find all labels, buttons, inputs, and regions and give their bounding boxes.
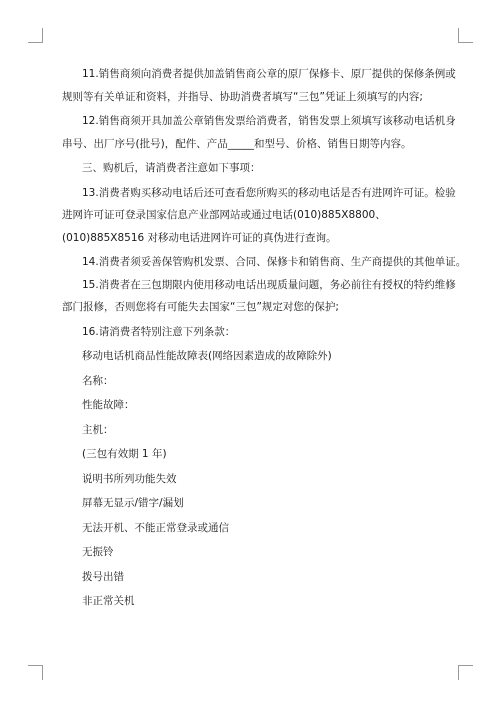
label-main-unit: 主机： (82, 423, 114, 436)
document-body (62, 63, 467, 613)
item-15-line-1: 15.消费者在三包期限内使用移动电话出现质量问题，务必前往有授权的特约维修 (82, 278, 456, 291)
item-13-line-3: (010)885X8516 对移动电话进网许可证的真伪进行查询。 (62, 231, 337, 244)
label-performance-fault: 性能故障： (82, 399, 135, 411)
fault-item-function-failure: 说明书所列功能失效 (82, 472, 177, 485)
warranty-period-note: (三包有效期 1 年) (82, 448, 167, 460)
fault-table-title: 移动电话机商品性能故障表(网络因素造成的故障除外) (82, 350, 332, 362)
item-11-line-1: 11.销售商须向消费者提供加盖销售商公章的原厂保修卡、原厂提供的保修条例或 (82, 68, 456, 80)
item-13-line-2: 进网许可证可登录国家信息产业部网站或通过电话(010)885X8800、 (62, 209, 386, 221)
corner-mark-bottom-left (28, 665, 43, 680)
corner-mark-bottom-right (458, 665, 473, 680)
item-11-line-2: 规则等有关单证和资料，并指导、协助消费者填写“三包”凭证上须填写的内容; (62, 90, 423, 103)
item-15-line-2: 部门报修，否则您将有可能失去国家“三包”规定对您的保护; (62, 301, 339, 313)
item-16-line-1: 16.请消费者特别注意下列条款： (82, 325, 236, 338)
fault-item-abnormal-shutdown: 非正常关机 (82, 595, 135, 607)
item-12-line-2: 串号、出厂序号(批号)，配件、产品_____和型号、价格、销售日期等内容。 (62, 137, 412, 150)
label-name: 名称： (82, 374, 114, 387)
fault-item-screen: 屏幕无显示/错字/漏划 (82, 497, 184, 509)
item-13-line-1: 13.消费者购买移动电话后还可查看您所购买的移动电话是否有进网许可证。检验 (82, 186, 456, 199)
section-3-heading: 三、购机后，请消费者注意如下事项： (82, 162, 261, 174)
fault-item-power-login: 无法开机、不能正常登录或通信 (82, 521, 229, 534)
item-14-line-1: 14.消费者须妥善保管购机发票、合同、保修卡和销售商、生产商提供的其他单证。 (82, 256, 467, 268)
item-12-line-1: 12.销售商须开具加盖公章销售发票给消费者，销售发票上须填写该移动电话机身 (82, 115, 456, 127)
fault-item-no-ring: 无振铃 (82, 546, 114, 558)
fault-item-dial-error: 拨号出错 (82, 570, 124, 583)
corner-mark-top-left (28, 28, 43, 43)
corner-mark-top-right (458, 28, 473, 43)
